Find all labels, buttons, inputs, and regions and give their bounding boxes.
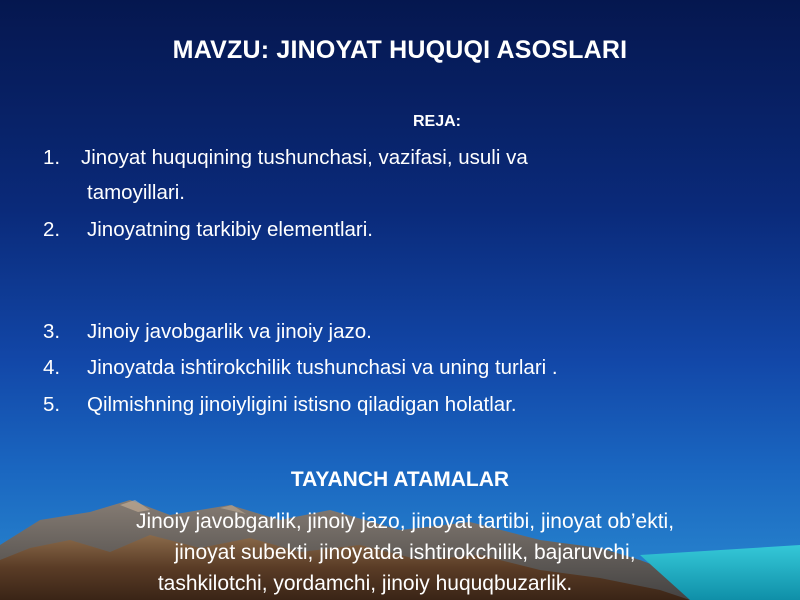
key-terms-heading: TAYANCH ATAMALAR: [290, 468, 510, 491]
plan-item-4: [43, 356, 558, 380]
plan-item-2: [43, 218, 373, 242]
plan-item-text: Qilmishning jinoiyligini istisno qiladigan holatlar.: [87, 393, 517, 416]
plan-item-number: 2.: [43, 218, 61, 241]
plan-item-number: 4.: [43, 356, 61, 379]
key-terms-list: [55, 506, 755, 599]
plan-item-1-continuation: tamoyillari.: [87, 181, 185, 204]
plan-item-text: Jinoyat huquqining tushunchasi, vazifasi, usuli va: [81, 146, 528, 169]
plan-item-text: Jinoiy javobgarlik va jinoiy jazo.: [87, 320, 372, 343]
plan-item-3: [43, 320, 372, 344]
plan-heading: REJA:: [413, 113, 462, 130]
slide-title: MAVZU: JINOYAT HUQUQI ASOSLARI: [172, 36, 628, 64]
plan-item-number: 3.: [43, 320, 61, 343]
key-terms-line: jinoyat subekti, jinoyatda ishtirokchilik, bajaruvchi,: [174, 541, 636, 564]
plan-item-number: 5.: [43, 393, 61, 416]
plan-item-5: [43, 393, 517, 417]
plan-item-text: Jinoyatda ishtirokchilik tushunchasi va uning turlari .: [87, 356, 558, 379]
plan-item-number: 1.: [43, 146, 61, 169]
key-terms-line: Jinoiy javobgarlik, jinoiy jazo, jinoyat tartibi, jinoyat ob’ekti,: [135, 510, 675, 533]
plan-item-text: Jinoyatning tarkibiy elementlari.: [87, 218, 373, 241]
plan-item-1: [43, 146, 528, 170]
key-terms-line: tashkilotchi, yordamchi, jinoiy huquqbuzarlik.: [157, 572, 573, 595]
